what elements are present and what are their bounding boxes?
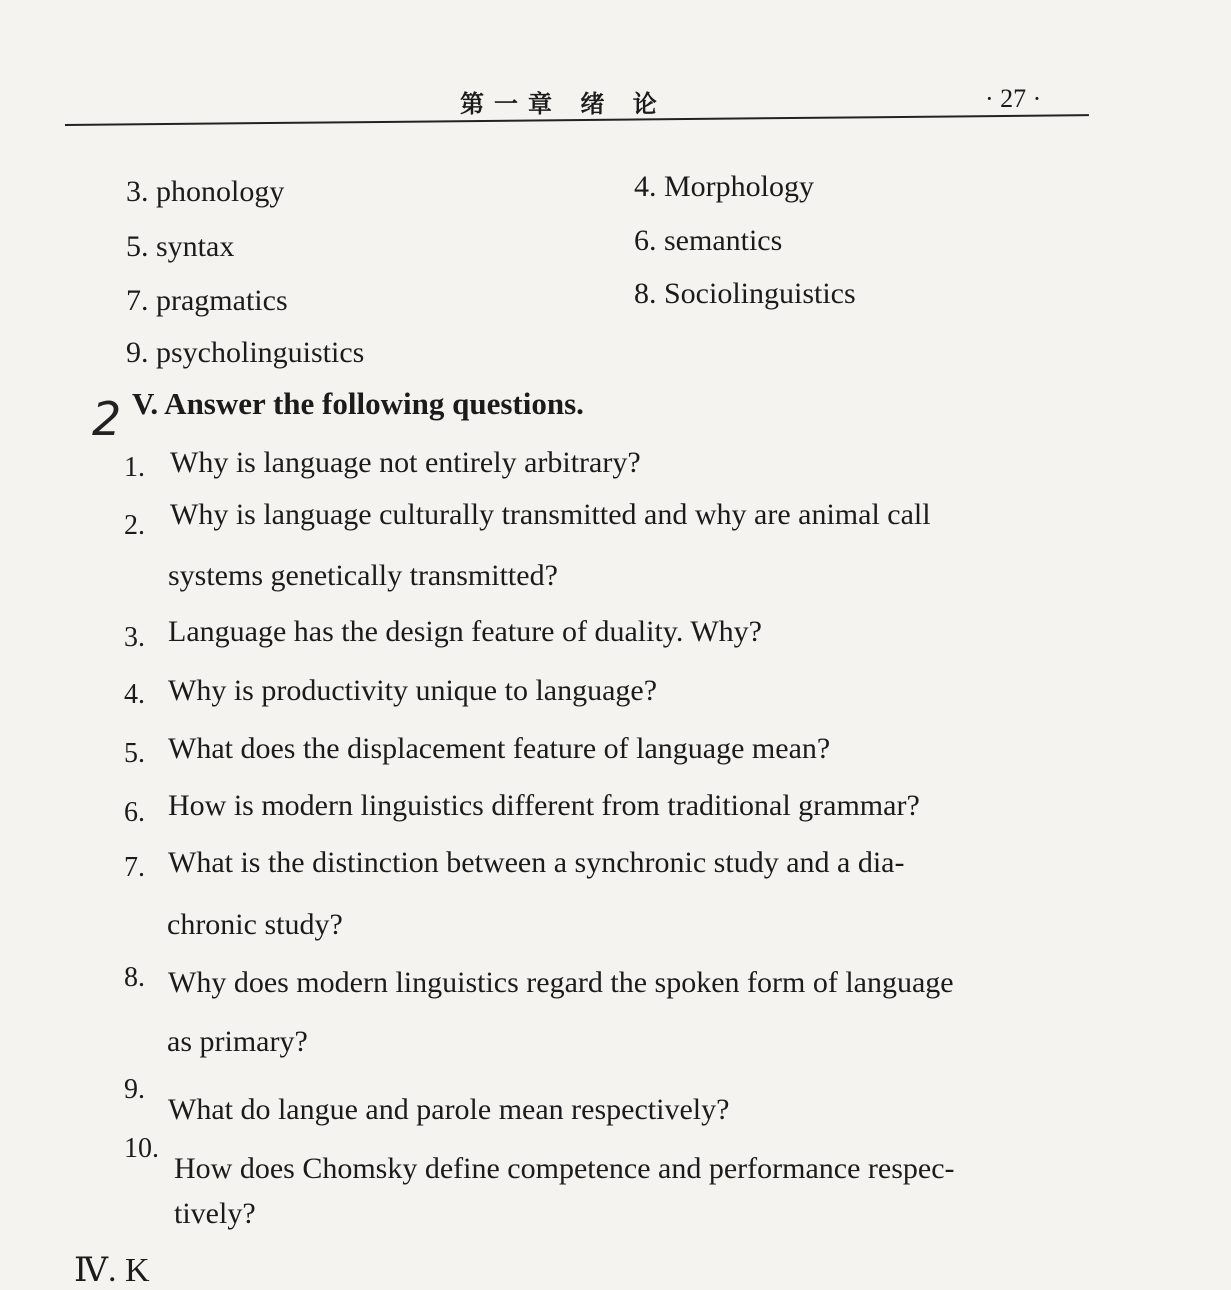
question-number: 7. <box>124 852 145 883</box>
next-section-fragment: Ⅳ. K <box>74 1252 150 1289</box>
term-label: phonology <box>156 175 285 208</box>
question-text: What is the distinction between a synchronic study and a dia- <box>168 846 905 879</box>
question-number: 8. <box>124 962 145 993</box>
term-label: pragmatics <box>156 284 288 317</box>
term-number: 4. <box>634 170 657 203</box>
term-number: 6. <box>634 224 657 257</box>
question-text-continuation: tively? <box>174 1197 256 1230</box>
chapter-title: 第一章 绪 论 <box>460 89 667 118</box>
question-text: How does Chomsky define competence and performance respec- <box>174 1152 955 1185</box>
question-number: 3. <box>124 622 145 653</box>
term-number: 8. <box>634 277 657 310</box>
term-label: semantics <box>664 224 783 257</box>
question-text: How is modern linguistics different from traditional grammar? <box>168 789 920 822</box>
term-item-phonology <box>126 175 284 209</box>
question-text: Why does modern linguistics regard the spoken form of language <box>168 966 954 999</box>
term-number: 9. <box>126 336 149 369</box>
term-item-syntax <box>126 230 234 264</box>
page-number: · 27 · <box>985 84 1042 113</box>
handwritten-mark: 2 <box>92 392 122 446</box>
term-label: psycholinguistics <box>156 336 365 369</box>
question-number: 6. <box>124 797 145 828</box>
question-number: 1. <box>124 452 145 483</box>
question-text: Why is language not entirely arbitrary? <box>170 446 641 479</box>
term-label: Sociolinguistics <box>664 277 856 310</box>
question-text: What does the displacement feature of language mean? <box>168 732 831 765</box>
term-item-pragmatics <box>126 284 288 318</box>
question-text: Why is language culturally transmitted and why are animal call <box>170 498 931 531</box>
term-item-psycholinguistics <box>126 336 364 370</box>
term-item-semantics <box>634 224 782 258</box>
question-number: 10. <box>124 1133 159 1164</box>
section-heading: V. Answer the following questions. <box>132 386 584 421</box>
question-number: 5. <box>124 738 145 769</box>
term-number: 5. <box>126 230 149 263</box>
question-text: What do langue and parole mean respectively? <box>168 1093 730 1126</box>
question-text-continuation: chronic study? <box>167 908 343 941</box>
question-text-continuation: as primary? <box>167 1025 308 1058</box>
question-number: 2. <box>124 510 145 541</box>
term-item-morphology <box>634 170 814 204</box>
question-text: Language has the design feature of duality. Why? <box>168 615 762 648</box>
term-number: 3. <box>126 175 149 208</box>
term-label: syntax <box>156 230 235 263</box>
question-number: 9. <box>124 1074 145 1105</box>
question-text: Why is productivity unique to language? <box>168 674 658 707</box>
question-number: 4. <box>124 679 145 710</box>
term-label: Morphology <box>664 170 814 203</box>
term-item-sociolinguistics <box>634 277 856 311</box>
term-number: 7. <box>126 284 149 317</box>
question-text-continuation: systems genetically transmitted? <box>168 559 558 592</box>
